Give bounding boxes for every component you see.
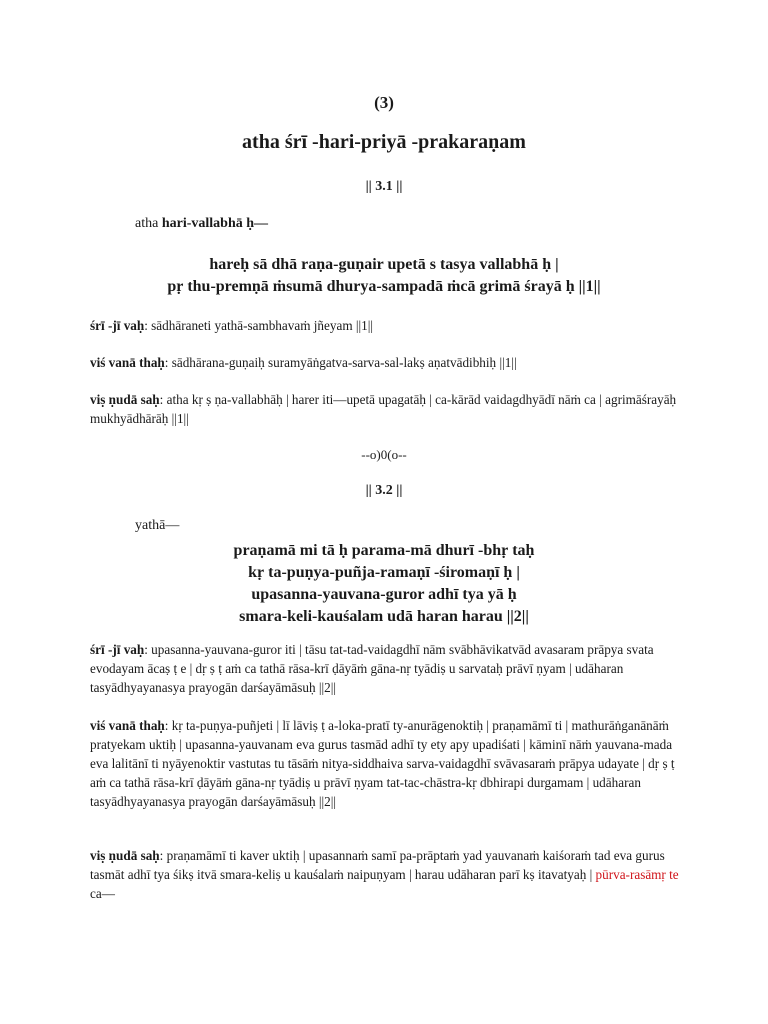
verse-intro-3-1 [135, 216, 268, 232]
commentary-tail: ca— [90, 886, 115, 901]
commentary-text: : atha kṛ ṣ ṇa-vallabhāḥ | harer iti—upetā upagatāḥ | ca-kārād vaidagdhyādī nāṁ ca | agrimāśrayāḥ mukhyādhārāḥ ||1|| [90, 392, 677, 426]
verse-line: smara-keli-kauśalam udā haran harau ||2|| [239, 608, 529, 625]
section-separator: --o)0(o-- [361, 447, 407, 462]
commentary-text: : sādhāraneti yathā-sambhavaṁ jñeyam ||1|| [144, 318, 374, 333]
commentary-visvanatha-3-2 [90, 716, 690, 811]
verse-3-1 [0, 254, 768, 298]
commentator-name: viṣ ṇudā saḥ [90, 848, 160, 863]
commentary-jiva-3-1 [90, 316, 690, 335]
intro-plain: atha [135, 216, 162, 231]
verse-line: hareḥ sā dhā raṇa-guṇair upetā s tasya vallabhā ḥ | [209, 256, 559, 273]
verse-line: kṛ ta-puṇya-puñja-ramaṇī -śiromaṇī ḥ | [248, 564, 520, 581]
verse-intro-3-2: yathā— [135, 518, 180, 533]
commentary-visnudasa-3-2 [90, 846, 690, 903]
commentator-name: śrī -jī vaḥ [90, 642, 145, 657]
verse-line: praṇamā mi tā ḥ parama-mā dhurī -bhṛ taḥ [233, 542, 535, 559]
commentary-text: : kṛ ta-puṇya-puñjeti | lī lāviṣ ṭ a-loka-pratī ty-anurāgenoktiḥ | praṇamāmī ti | mathurāṅganānāṁ pratyekam uktiḥ | upasanna-yauvanam eva gurus tasmād adhī ty ety apy upadiśati | kāminī nāṁ yauvana-mada eva lalitānī ti nyāyenoktir vastutas tu tāsāṁ nitya-siddhaiva sarva-vaidagdhī svāvasaraṁ prāpya udayate | dṛ ṣ ṭ aṁ ca tathā rāsa-krī ḍāyāṁ gāna-nṛ tyādiṣ u prāvī ṇyam tat-tac-chāstra-kṛ dbhirapi durgamam | udāharan tasyādhyayanasya prayogān darśayāmāsuḥ ||2|| [90, 718, 675, 809]
verse-number-3-2: || 3.2 || [365, 483, 403, 498]
commentator-name: śrī -jī vaḥ [90, 318, 145, 333]
verse-line: pṛ thu-premṇā ṁsumā dhurya-sampadā ṁcā grimā śrayā ḥ ||1|| [167, 278, 601, 295]
intro-bold: hari-vallabhā ḥ— [161, 216, 269, 231]
commentary-text: : upasanna-yauvana-guror iti | tāsu tat-tad-vaidagdhī nām svābhāvikatvād avasaram prāpya svata evodayam ācaṣ ṭ e | dṛ ṣ ṭ aṁ ca tathā rāsa-krī ḍāyāṁ gāna-nṛ tyādiṣ u sarvataḥ prāvī ṇyam | udāharan tasyādhyayanasya prayogān darśayāmāsuḥ ||2|| [90, 642, 654, 695]
commentator-name: viś vanā thaḥ [90, 355, 165, 370]
verse-3-2 [0, 540, 768, 628]
commentator-name: viś vanā thaḥ [90, 718, 165, 733]
commentary-text: : praṇamāmī ti kaver uktiḥ | upasannaṁ samī pa-prāptaṁ yad yauvanaṁ kaiśoraṁ tad eva gurus tasmāt adhī tya śikṣ itvā smara-keliṣ u kauśalaṁ naipuṇyam | harau udāharan parī kṣ itavatyaḥ | [90, 848, 665, 882]
commentary-visnudasa-3-1 [90, 390, 690, 428]
commentator-name: viṣ ṇudā saḥ [90, 392, 160, 407]
verse-line: upasanna-yauvana-guror adhī tya yā ḥ [251, 586, 517, 603]
commentary-jiva-3-2 [90, 640, 690, 697]
chapter-title: atha śrī -hari-priyā -prakaraṇam [242, 131, 526, 153]
chapter-number: (3) [374, 93, 394, 112]
commentary-visvanatha-3-1 [90, 353, 690, 372]
commentary-text: : sādhārana-guṇaiḥ suramyāṅgatva-sarva-sal-lakṣ aṇatvādibhiḥ ||1|| [164, 355, 517, 370]
source-reference-link[interactable]: pūrva-rasāmṛ te [595, 867, 679, 882]
verse-number-3-1: || 3.1 || [365, 179, 403, 194]
